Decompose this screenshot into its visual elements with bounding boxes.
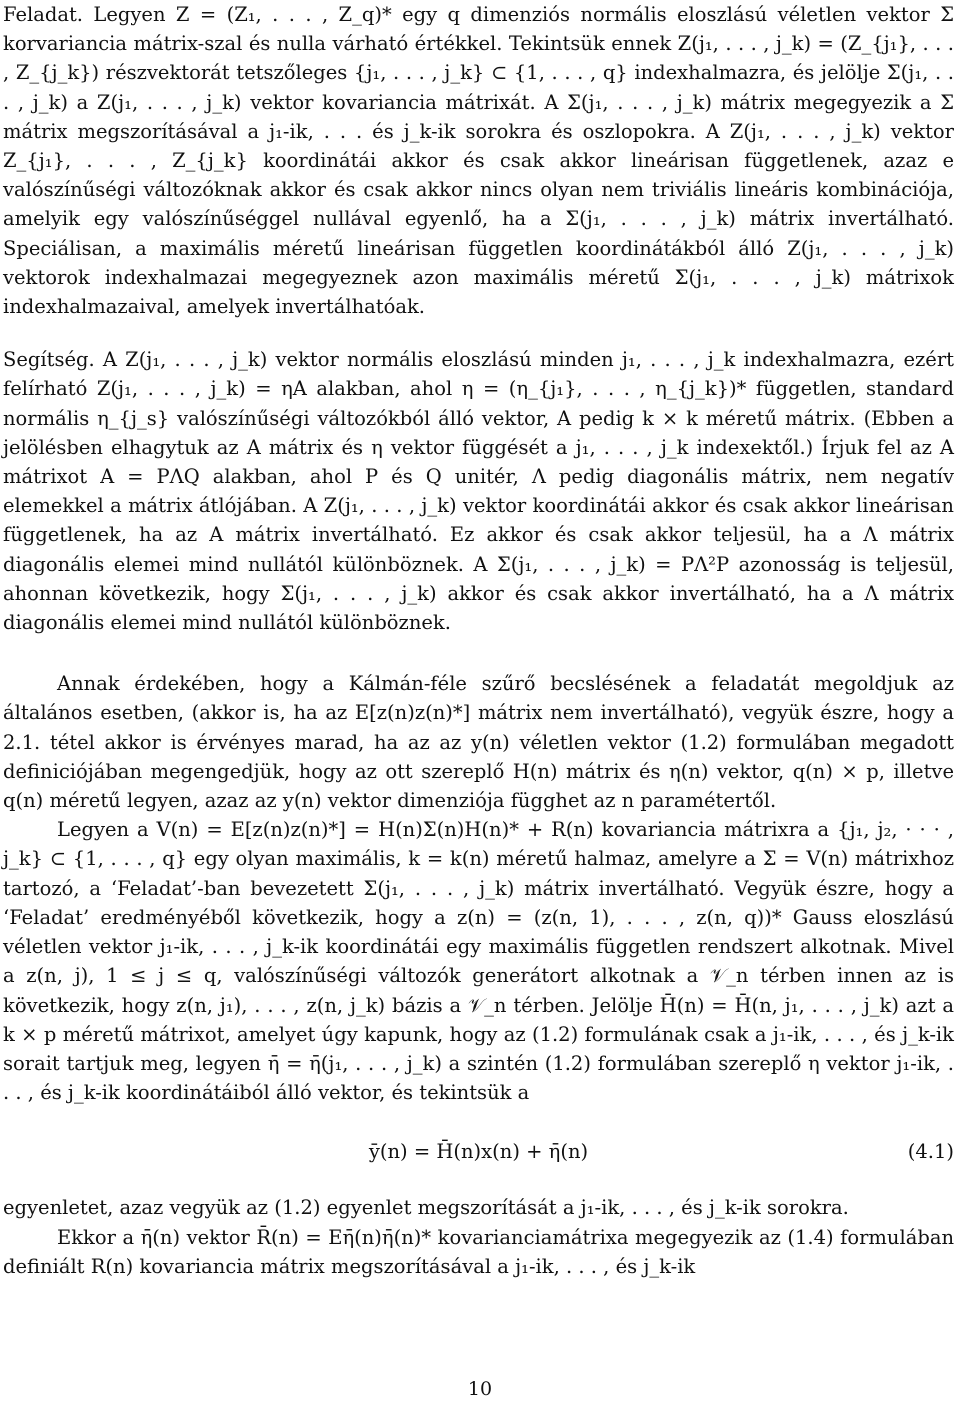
paragraph-kalman: Annak érdekében, hogy a Kálmán-féle szűrő becslésének a feladatát megoldjuk az általános esetben, (akkor is, ha az E[z(n)z(n)*] mátrix nem invertálható), vegyük észre, hogy a 2.1. tétel akkor is érvényes marad, ha az az y(n) véletlen vektor (1.2) formulában megadott definiciójában megengedjük, hogy az ott szereplő H(n) mátrix és η(n) vektor, q(n) × p, illetve q(n) méretű legyen, azaz az y(n) vektor dimenziója függhet az n paramétertől. bbox=[3, 672, 954, 813]
paragraph-feladat: Feladat. Legyen Z = (Z₁, . . . , Z_q)* egy q dimenziós normális eloszlású véletlen vektor Σ korvariancia mátrix-szal és nulla várható értékkel. Tekintsük ennek Z(j₁, . . . , j_k) = (Z_{j₁}, . . . , Z_{j_k}) részvektorát tetszőleges {j₁, . . . , j_k} ⊂ {1, . . . , q} indexhalmazra, és jelölje Σ(j₁, . . . , j_k) a Z(j₁, . . . , j_k) vektor kovariancia mátrixát. A Σ(j₁, . . . , j_k) mátrix megegyezik a Σ mátrix megszorításával a j₁-ik, . . . és j_k-ik sorokra és oszlopokra. A Z(j₁, . . . , j_k) vektor Z_{j₁}, . . . , Z_{j_k} koordinátái akkor és csak akkor lineárisan függetlenek, azaz e valószínűségi változóknak akkor és csak akkor nincs olyan nem triviális lineáris kombinációja, amelyik egy valószínűséggel nullával egyenlő, ha a Σ(j₁, . . . , j_k) mátrix invertálható. Speciálisan, a maximális méretű lineárisan független koordinátákból álló Z(j₁, . . . , j_k) vektorok indexhalmazai megegyeznek azon maximális méretű Σ(j₁, . . . , j_k) mátrixok indexhalmazaival, amelyek invertálhatóak. bbox=[3, 3, 954, 319]
paragraph-ekkor: Ekkor a η̄(n) vektor R̄(n) = Eη̄(n)η̄(n)* kovarianciamátrixa megegyezik az (1.4) formulában definiált R(n) kovariancia mátrix megszorításával a j₁-ik, . . . , és j_k-ik bbox=[3, 1225, 954, 1278]
paragraph-after-equation: egyenletet, azaz vegyük az (1.2) egyenlet megszorítását a j₁-ik, . . . , és j_k-ik sorokra. bbox=[3, 1196, 849, 1220]
paragraph-segitseg: Segítség. A Z(j₁, . . . , j_k) vektor normális eloszlású minden j₁, . . . , j_k indexhalmazra, ezért felírható Z(j₁, . . . , j_k) = ηA alakban, ahol η = (η_{j₁}, . . . , η_{j_k})* független, standard normális η_{j_s} valószínűségi változókból álló vektor, A pedig k × k méretű mátrix. (Ebben a jelölésben elhagytuk az A mátrix és η vektor függését a j₁, . . . , j_k indexektől.) Írjuk fel az A mátrixot A = PΛQ alakban, ahol P és Q unitér, Λ pedig diagonális mátrix, nem negatív elemekkel a mátrix átlójában. A Z(j₁, . . . , j_k) vektor koordinátái akkor és csak akkor lineárisan függetlenek, ha az A mátrix invertálható. Ez akkor és csak akkor teljesül, ha a Λ mátrix diagonális elemei mind nullától különböznek. A Σ(j₁, . . . , j_k) = PΛ²P azonosság is teljesül, ahonnan következik, hogy Σ(j₁, . . . , j_k) akkor és csak akkor invertálható, ha a Λ mátrix diagonális elemei mind nullától különböznek. bbox=[3, 348, 954, 635]
equation-4-1 bbox=[3, 1137, 954, 1167]
page-number: 10 bbox=[467, 1378, 493, 1400]
equation-number: (4.1) bbox=[907, 1140, 954, 1164]
equation-body: ȳ(n) = H̄(n)x(n) + η̄(n) bbox=[368, 1140, 589, 1164]
paragraph-legyen: Legyen a V(n) = E[z(n)z(n)*] = H(n)Σ(n)H(n)* + R(n) kovariancia mátrixra a {j₁, j₂, · · · , j_k} ⊂ {1, . . . , q} egy olyan maximális, k = k(n) méretű halmaz, amelyre a Σ = V(n) mátrixhoz tartozó, a ‘Feladat’-ban bevezetett Σ(j₁, . . . , j_k) mátrix invertálható. Vegyük észre, hogy a ‘Feladat’ eredményéből következik, hogy a z(n) = (z(n, 1), . . . , z(n, q))* Gauss eloszlású véletlen vektor j₁-ik, . . . , j_k-ik koordinátái egy maximális független rendszert alkotnak. Mivel a z(n, j), 1 ≤ j ≤ q, valószínűségi változók generátort alkotnak a 𝒱_n térben innen az is következik, hogy z(n, j₁), . . . , z(n, j_k) bázis a 𝒱_n térben. Jelölje H̄(n) = H̄(n, j₁, . . . , j_k) azt a k × p méretű mátrixot, amelyet úgy kapunk, hogy az (1.2) formulának csak a j₁-ik, . . . , és j_k-ik sorait tartjuk meg, legyen η̄ = η̄(j₁, . . . , j_k) a szintén (1.2) formulában szereplő η vektor j₁-ik, . . . , és j_k-ik koordinátáiból álló vektor, és tekintsük a bbox=[3, 818, 954, 1105]
